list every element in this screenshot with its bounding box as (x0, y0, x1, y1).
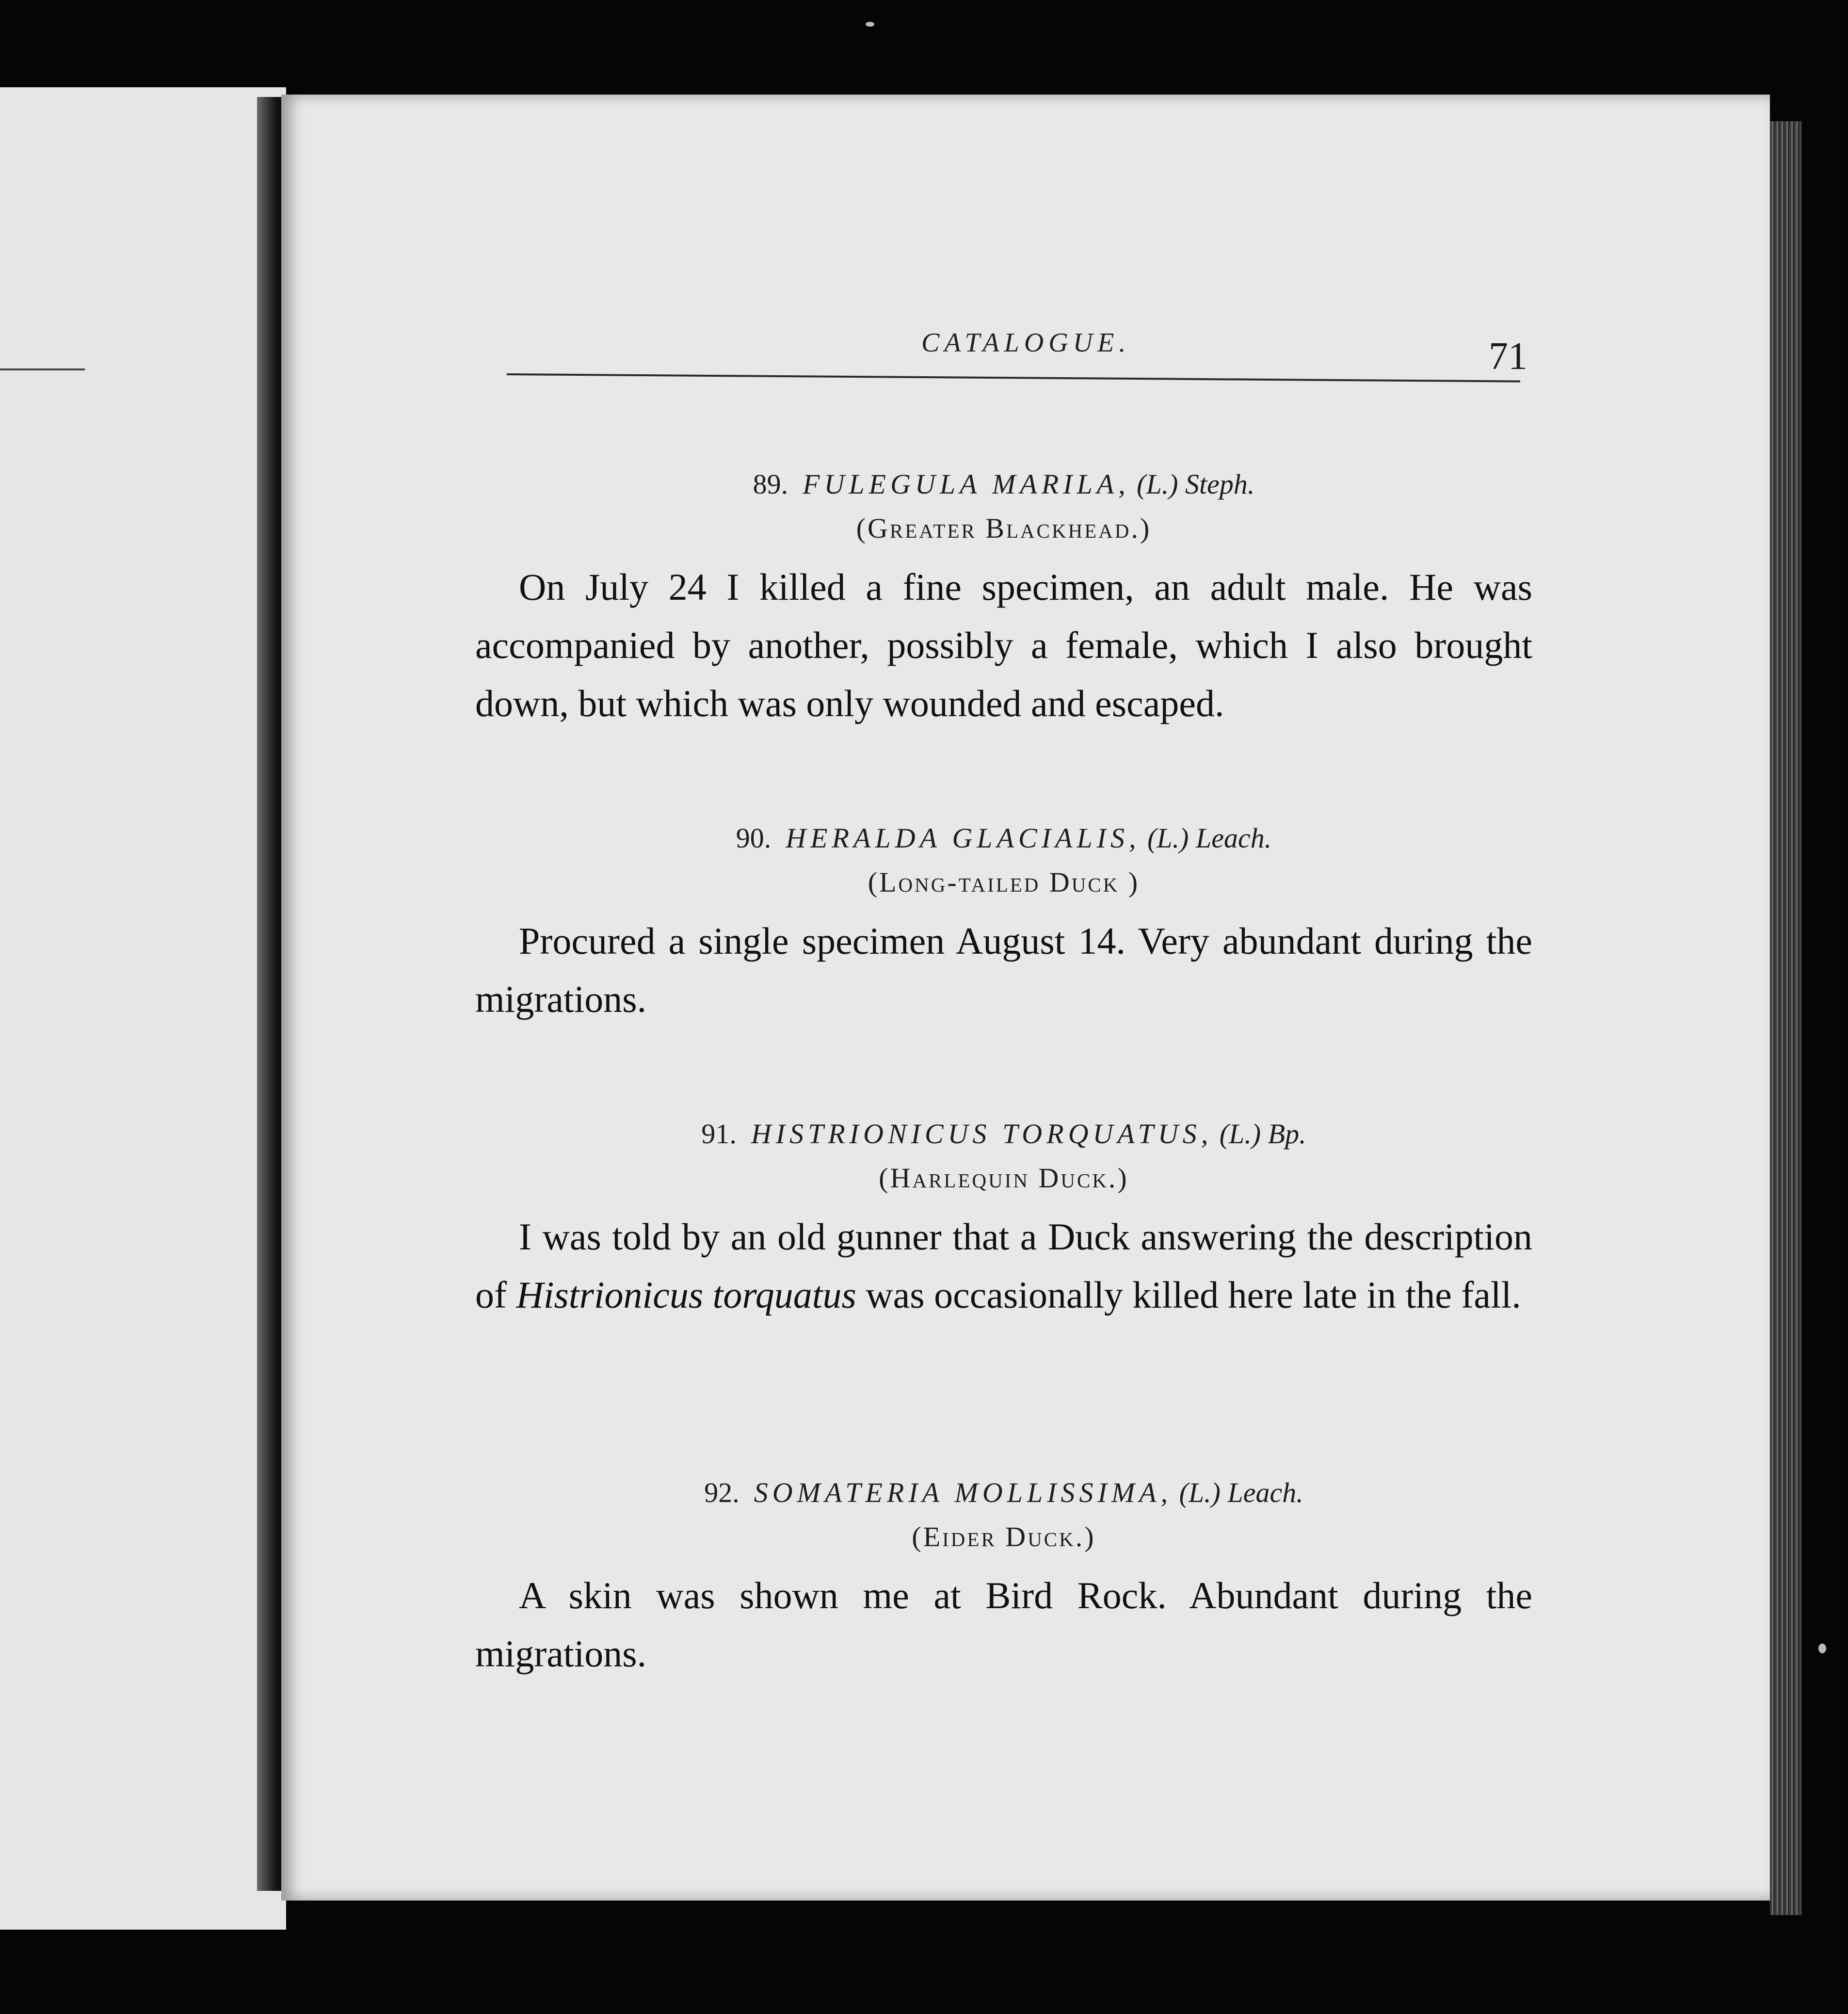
entry-heading (475, 1476, 1532, 1509)
latin-name: SOMATERIA MOLLISSIMA, (754, 1477, 1173, 1508)
common-name: (Greater Blackhead.) (856, 512, 1152, 544)
catalogue-entry (475, 1476, 1532, 1683)
left-page (0, 87, 286, 1930)
latin-name: HERALDA GLACIALIS, (786, 822, 1141, 854)
entry-number: 90. (736, 822, 771, 854)
page-edge (1770, 121, 1801, 1915)
latin-name: FULEGULA MARILA, (803, 468, 1130, 500)
entry-text: On July 24 I killed a fine specimen, an adult male. He was accompanied by another, possibly a female, which I also brought down, but which was only wounded and escaped. (475, 566, 1532, 724)
common-name: (Eider Duck.) (912, 1521, 1096, 1552)
entry-heading (475, 822, 1532, 854)
entry-text-part: was occasionally killed here late in the fall. (856, 1274, 1521, 1316)
common-name: (Long-tailed Duck ) (868, 866, 1140, 898)
catalogue-entry (475, 468, 1532, 733)
scan-speck (1818, 1644, 1826, 1653)
entry-text: A skin was shown me at Bird Rock. Abundant during the migrations. (475, 1574, 1532, 1675)
catalogue-entry (475, 1118, 1532, 1324)
common-name: (Harlequin Duck.) (879, 1162, 1129, 1194)
authority: (L.) Leach. (1179, 1477, 1303, 1508)
authority: (L.) Bp. (1219, 1118, 1306, 1150)
entry-heading (475, 468, 1532, 500)
entry-text-italic: Histrionicus torquatus (516, 1274, 856, 1316)
entry-number: 92. (704, 1477, 739, 1508)
latin-name: HISTRIONICUS TORQUATUS, (751, 1118, 1213, 1150)
entry-text (475, 1208, 1532, 1324)
scan-speck (866, 22, 874, 27)
entry-text-part: I was told by an old gunner that a Duck answering the description of (475, 1215, 1532, 1316)
authority: (L.) Steph. (1137, 468, 1255, 500)
entry-number: 89. (753, 468, 788, 500)
entry-text: Procured a single specimen August 14. Very abundant during the migrations. (475, 920, 1532, 1020)
page-number: 71 (1489, 335, 1527, 378)
entry-heading (475, 1118, 1532, 1150)
authority: (L.) Leach. (1147, 822, 1272, 854)
catalogue-entry (475, 822, 1532, 1028)
left-page-rule (0, 368, 85, 370)
entry-number: 91. (701, 1118, 737, 1150)
running-head: CATALOGUE. (921, 328, 1131, 358)
